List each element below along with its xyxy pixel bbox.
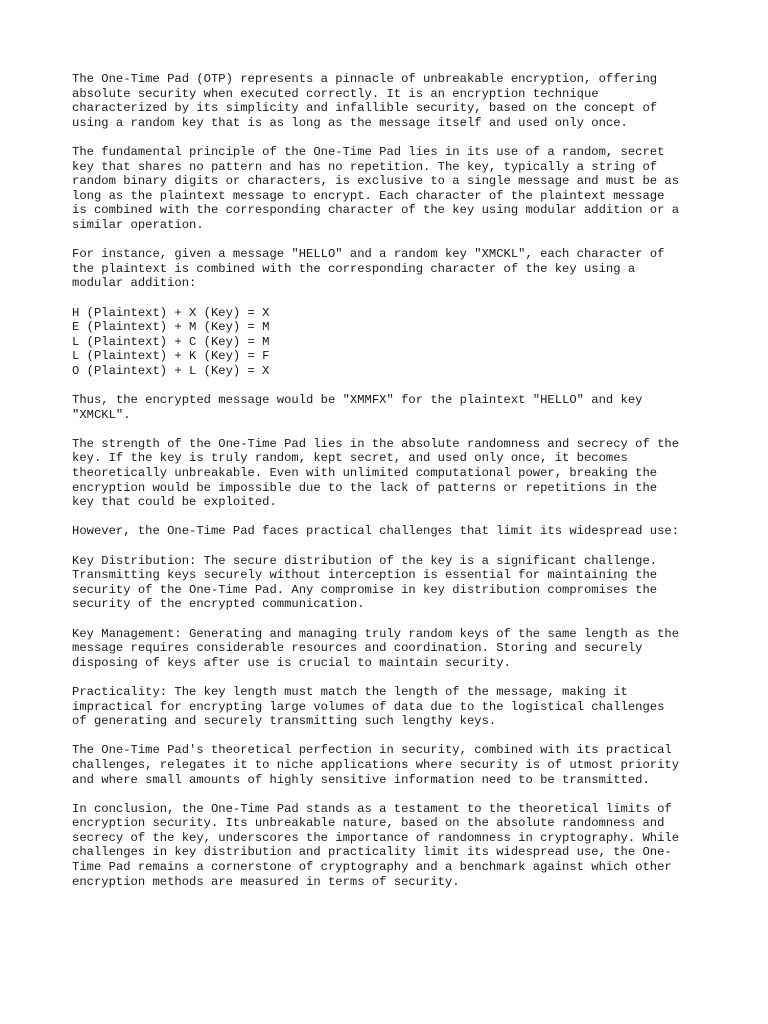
paragraph-challenges-intro: However, the One-Time Pad faces practical challenges that limit its widespread use:: [72, 524, 680, 539]
paragraph-strength: The strength of the One-Time Pad lies in the absolute randomness and secrecy of the key. If the key is truly random, kept secret, and used only once, it becomes theoretically unbreakable. Even with unlimited computational power, breaking the encryption would be impossible due to the lack of patterns or repetitions in the key that could be exploited.: [72, 436, 680, 510]
encryption-line: E (Plaintext) + M (Key) = M: [72, 320, 270, 335]
paragraph-perfection: The One-Time Pad's theoretical perfection in security, combined with its practical challenges, relegates it to niche applications where security is of utmost priority and where small amounts of highly sensitive information need to be transmitted.: [72, 743, 680, 787]
encryption-line: O (Plaintext) + L (Key) = X: [72, 363, 270, 378]
paragraph-practicality: Practicality: The key length must match the length of the message, making it impractical for encrypting large volumes of data due to the logistical challenges of generating and securely transmitting such lengthy keys.: [72, 684, 665, 729]
paragraph-key-distribution: Key Distribution: The secure distribution of the key is a significant challenge. Transmitting keys securely without interception is essential for maintaining the security of the One-Time Pad. Any compromise in key distribution compromises the security of the encrypted communication.: [72, 553, 658, 612]
encryption-line: L (Plaintext) + C (Key) = M: [72, 334, 270, 349]
encryption-line: L (Plaintext) + K (Key) = F: [72, 349, 270, 364]
document-page: [72, 72, 712, 904]
paragraph-principle: The fundamental principle of the One-Time Pad lies in its use of a random, secret key that shares no pattern and has no repetition. The key, typically a string of random binary digits or characters, is exclusive to a single message and must be as long as the plaintext message to encrypt. Each character of the plaintext message is combined with the corresponding character of the key using modular addition or a similar operation.: [72, 144, 680, 232]
paragraph-example-intro: For instance, given a message "HELLO" and a random key "XMCKL", each character of the plaintext is combined with the corresponding character of the key using a modular addition:: [72, 247, 665, 291]
paragraph-key-management: Key Management: Generating and managing truly random keys of the same length as the message requires considerable resources and coordination. Storing and securely disposing of keys after use is crucial to maintain security.: [72, 626, 680, 670]
encryption-example-block: [72, 306, 712, 379]
paragraph-conclusion: In conclusion, the One-Time Pad stands as a testament to the theoretical limits of encryption security. Its unbreakable nature, based on the absolute randomness and secrecy of the key, underscores the importance of randomness in cryptography. While challenges in key distribution and practicality limit its widespread use, the One- Time Pad remains a cornerstone of cryptography and a benchmark against which other encryption methods are measured in terms of security.: [72, 801, 680, 889]
paragraph-result: Thus, the encrypted message would be "XMMFX" for the plaintext "HELLO" and key "XMCKL".: [72, 393, 643, 422]
encryption-line: H (Plaintext) + X (Key) = X: [72, 305, 270, 320]
paragraph-intro: The One-Time Pad (OTP) represents a pinnacle of unbreakable encryption, offering absolute security when executed correctly. It is an encryption technique characterized by its simplicity and infallible security, based on the concept of using a random key that is as long as the message itself and used only once.: [72, 72, 658, 130]
